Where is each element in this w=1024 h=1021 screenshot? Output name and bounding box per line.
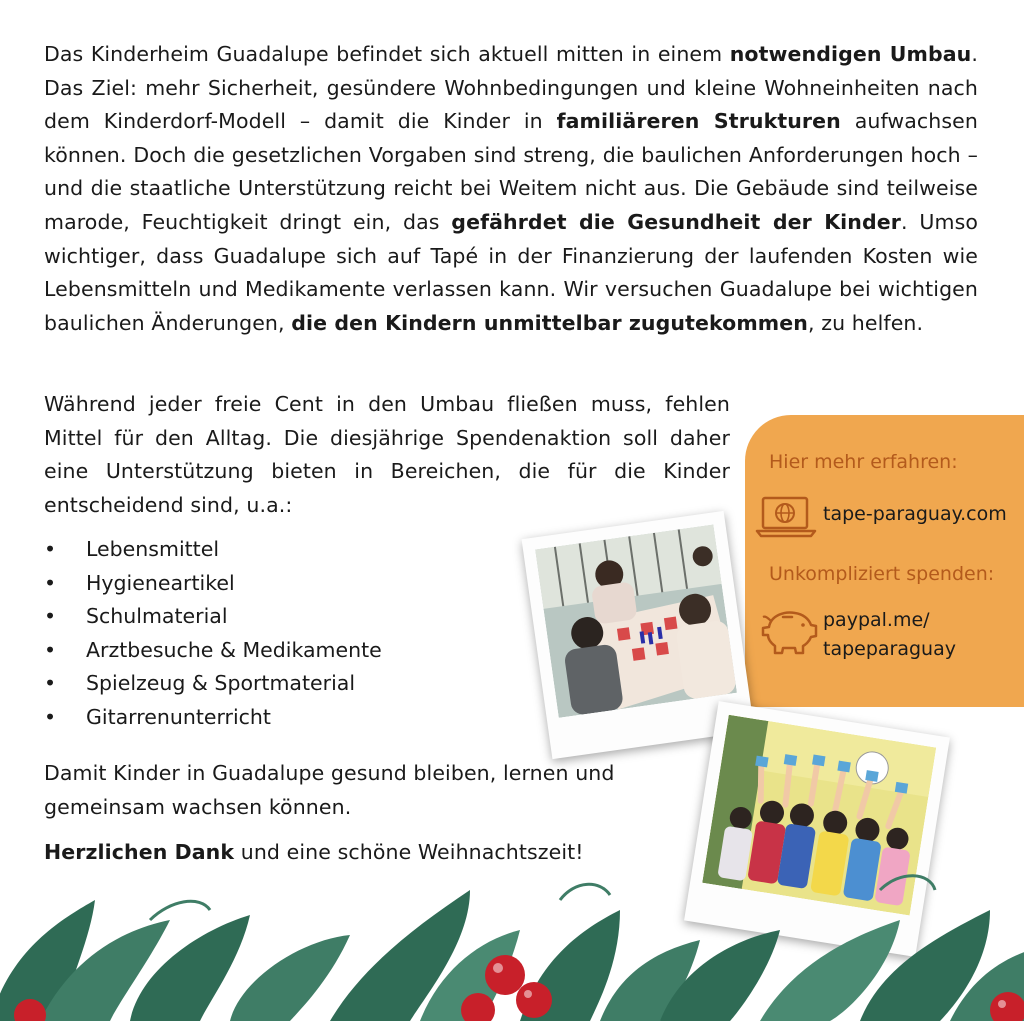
intro-bold-1: notwendigen Umbau [729,42,972,66]
closing-paragraph: Damit Kinder in Guadalupe gesund bleiben, lernen und gemeinsam wachsen können. [44,761,615,819]
info-box [745,415,1024,707]
list-item-label: Hygieneartikel [86,570,235,595]
piggy-bank-icon [759,605,819,657]
list-item-label: Schulmaterial [86,604,228,629]
laptop-globe-icon [755,495,817,539]
intro-text-5: , zu helfen. [807,310,924,335]
donate-heading: Unkompliziert spenden: [769,563,995,585]
paypal-line-1: paypal.me/ [823,609,930,631]
list-item-label: Lebensmittel [86,537,220,561]
list-item [44,634,382,668]
learn-more-heading: Hier mehr erfahren: [769,451,958,473]
paypal-link[interactable] [823,606,956,664]
list-item [44,667,382,701]
list-item-label: Arztbesuche & Medikamente [86,637,382,662]
intro-bold-2: familiäreren Strukturen [556,109,841,134]
website-link[interactable]: tape-paraguay.com [823,503,1007,525]
thanks-bold: Herzlichen Dank [44,840,235,864]
list-item-label: Spielzeug & Sportmaterial [86,671,356,696]
list-item [44,600,382,634]
intro-text-4: . Umso wichtiger, dass Guadalupe sich auf Tapé in der Finanzierung der laufenden Kosten wie Lebensmitteln und Medikamente verlassen kann. Wir versuchen Guadalupe bei wichtigen baulichen Änderungen, [44,209,978,335]
list-item [44,701,382,735]
campaign-paragraph: Während jeder freie Cent in den Umbau fließen muss, fehlen Mittel für den Alltag. Die diesjährige Spendenaktion soll daher eine Unterstützung bieten in Bereichen, die für die Kinder entscheidend sind, u.a.: [44,392,730,517]
holly-decoration [0,860,1024,1021]
list-item [44,533,382,567]
list-item-label: Gitarrenunterricht [86,704,271,729]
bullet: • [44,604,57,629]
board-game-photo [535,524,737,717]
bullet: • [44,704,57,729]
paypal-line-2: tapeparaguay [823,638,956,660]
bullet: • [44,637,57,662]
photo-image [535,524,737,717]
intro-text-3: aufwachsen können. Doch die gesetzlichen Vorgaben sind streng, die baulichen Anforderungen hoch – und die staatliche Unterstützung reicht bei Weitem nicht aus. Die Gebäude sind teilweise marode, Feuchtigkeit dringt ein, das [44,109,978,234]
intro-text-1: Das Kinderheim Guadalupe befindet sich aktuell mitten in einem [44,42,730,66]
intro-text-2: . Das Ziel: mehr Sicherheit, gesündere Wohnbedingungen und kleine Wohneinheiten nach dem Kinderdorf-Modell – damit die Kinder in [44,42,978,134]
bullet: • [44,537,57,561]
bullet: • [44,570,57,595]
bullet: • [44,671,57,696]
intro-bold-4: die den Kindern unmittelbar zugutekommen [291,310,808,335]
list-item [44,567,382,601]
intro-bold-3: gefährdet die Gesundheit der Kinder [451,209,901,234]
needs-list [44,533,382,735]
intro-paragraph [44,38,978,340]
thanks-rest: und eine schöne Weihnachtszeit! [234,840,584,864]
